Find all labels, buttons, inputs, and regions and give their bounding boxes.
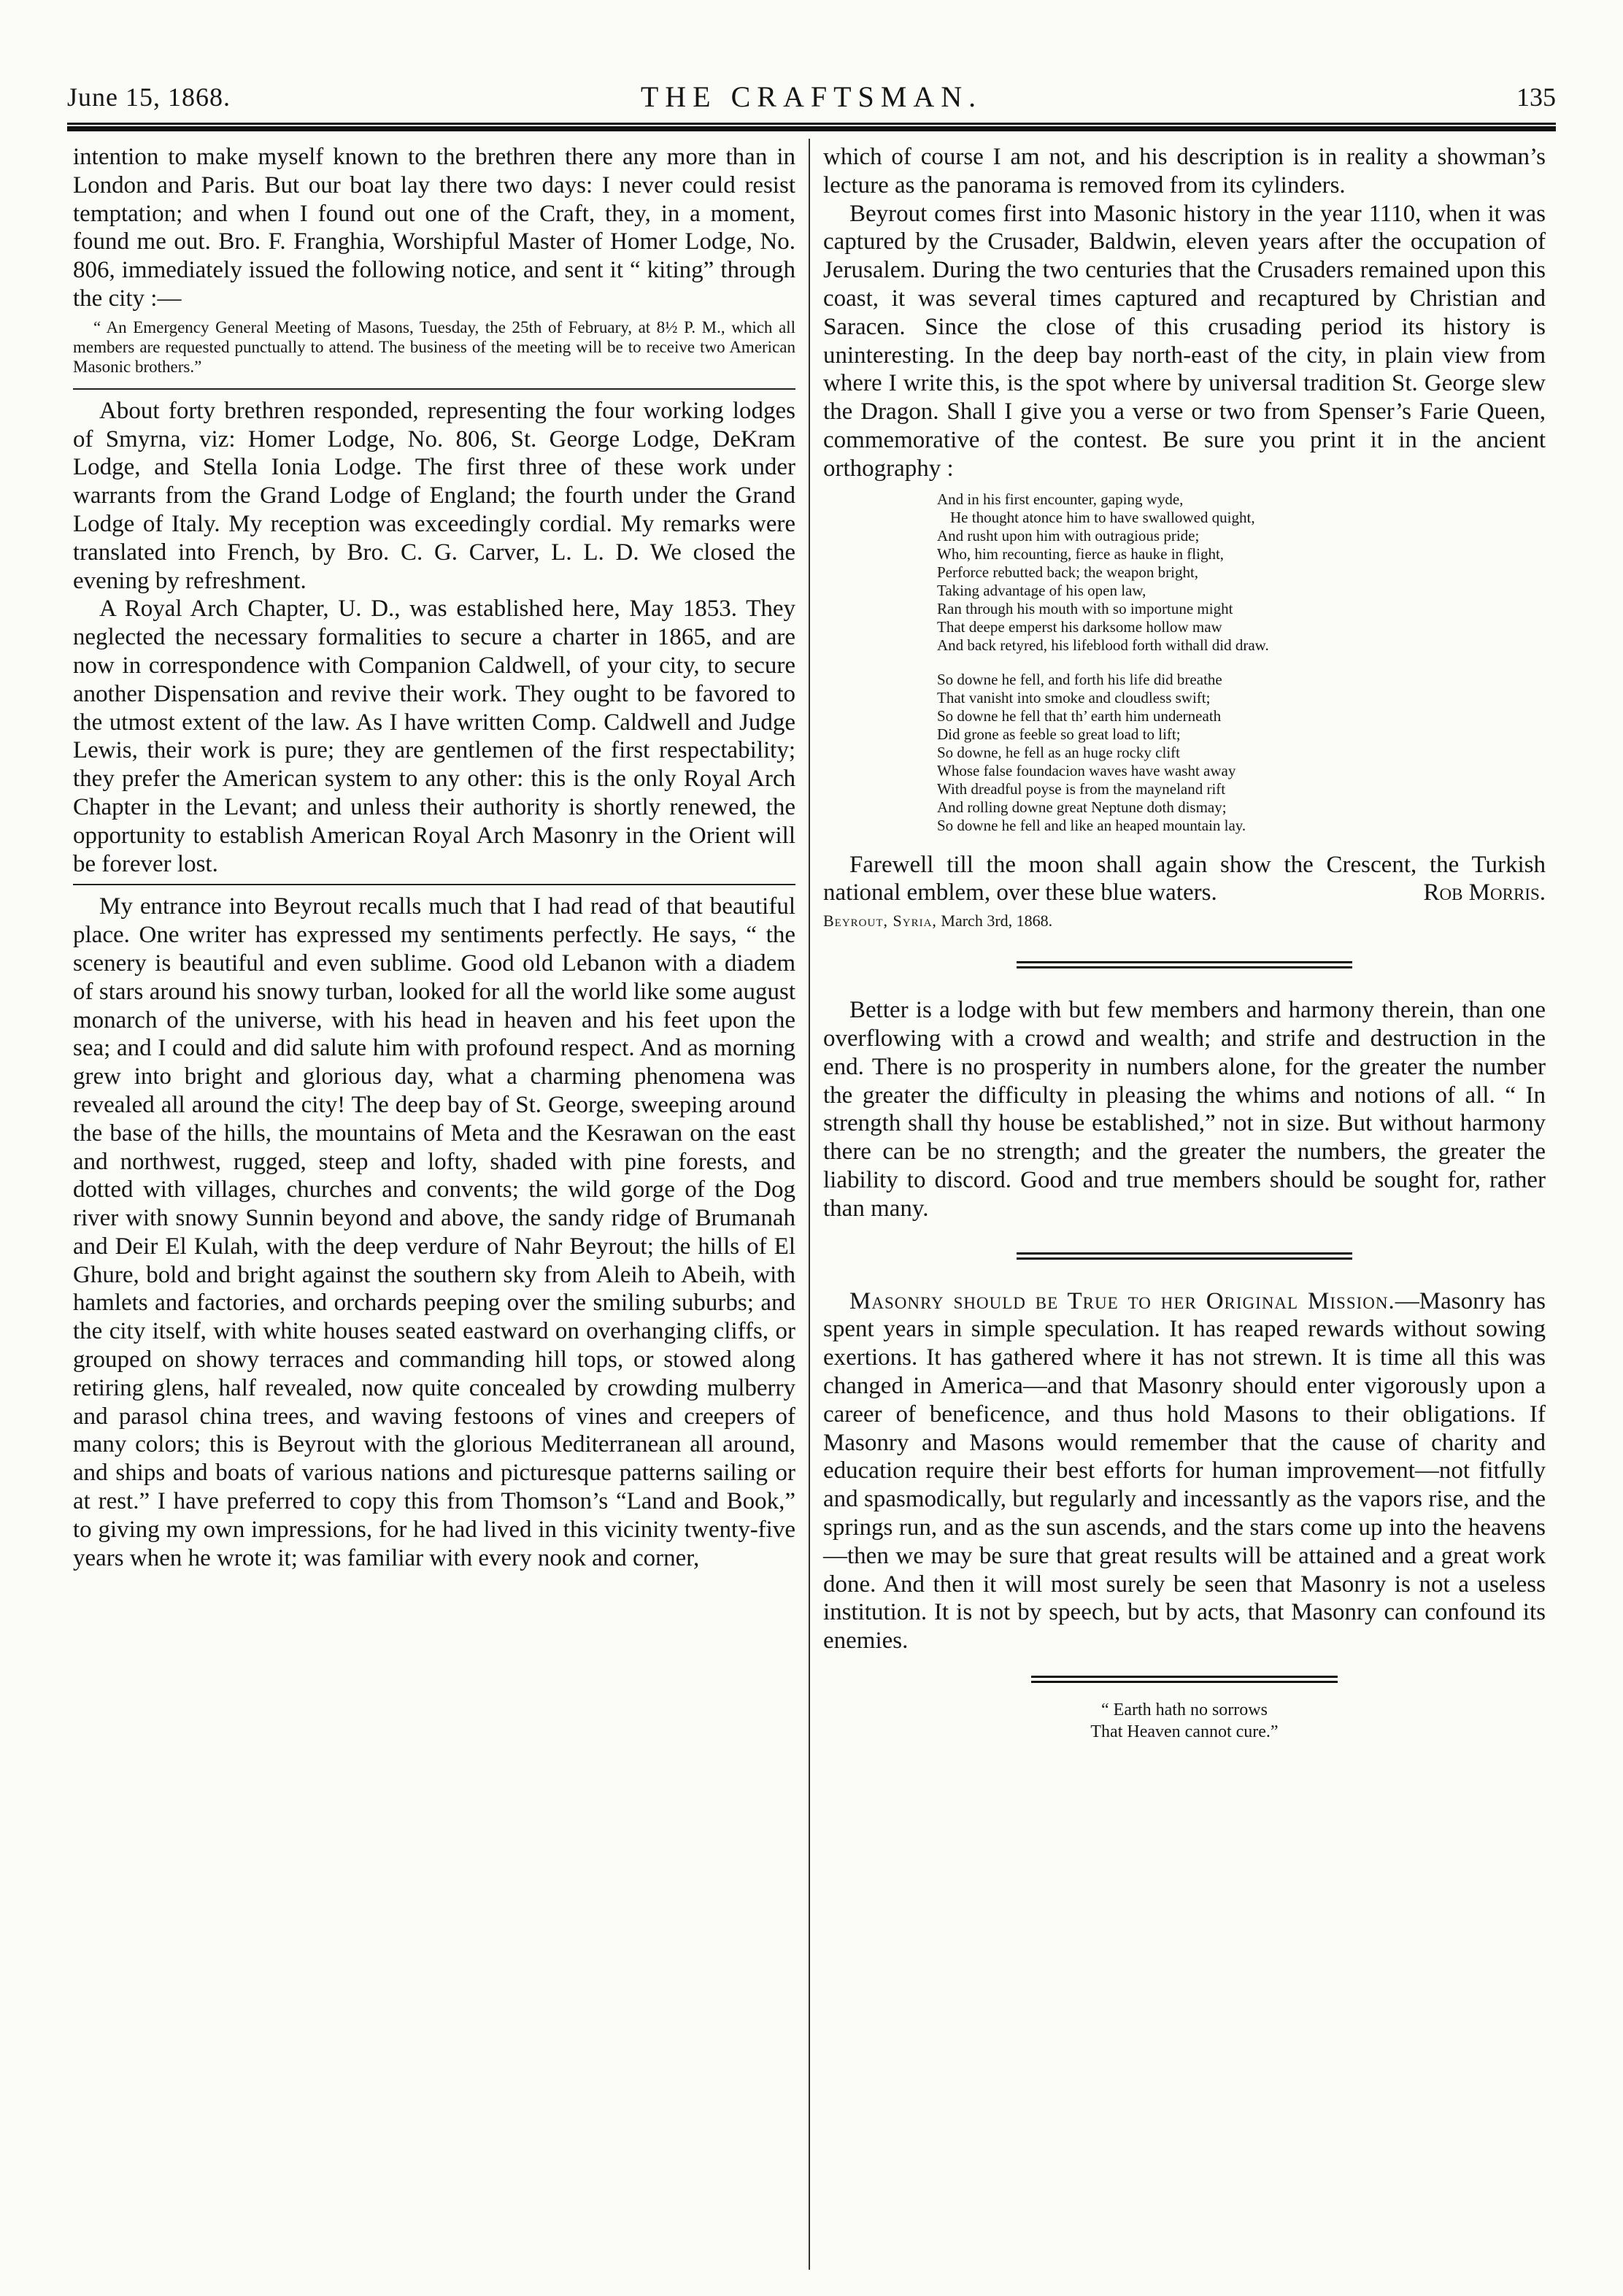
farewell-text: Farewell till the moon shall again show the Crescent, the Turkish national emblem, over these blue waters.: [823, 851, 1546, 906]
poem-line: And rusht upon him with outragious pride;: [937, 526, 1200, 544]
poem-line: And in his first encounter, gaping wyde,: [937, 490, 1184, 508]
paragraph: My entrance into Beyrout recalls much that I had read of that beautiful place. One writer has expressed my sentiments perfectly. He says, “ the scenery is beautiful and even sublime. Good old Lebanon with a diadem of stars around his snowy turban, looked for all the world like some august monarch of the universe, with his head in heaven and his feet upon the sea; and I could and did salute him with profound respect. And as morning grew into bright and glorious day, what a charming phenomena was revealed all around the city! The deep bay of St. George, sweeping around the base of the hills, the mountains of Meta and the Kesrawan on the east and northwest, rugged, steep and lofty, shaded with pine forests, and dotted with villages, churches and convents; the wild gorge of the Dog river with snowy Sunnin beyond and above, the sandy ridge of Brumanah and Deir El Kulah, with the deep verdure of Nahr Beyrout; the hills of El Ghure, bold and bright against the southern sky from Aleih to Abeih, with hamlets and factories, and orchards peeping over the smiling suburbs; and the city itself, with white houses seated eastward on overhanging cliffs, or grouped on showy terraces and commanding hill tops, or stowed along retiring glens, half revealed, now quite concealed by crowding mulberry and parasol china trees, and waving festoons of vines and creepers of many colors; this is Beyrout with the glorious Mediterranean all around, and ships and boats of various nations and picturesque patterns sailing or at rest.” I have preferred to copy this from Thomson’s “Land and Book,” to giving my own impressions, for he had lived in this vicinity twenty-five years when he wrote it; was familiar with every nook and corner,: [73, 893, 795, 1571]
poem-line: And back retyred, his lifeblood forth withall did draw.: [937, 636, 1269, 654]
paragraph: Beyrout comes first into Masonic history in the year 1110, when it was captured by the Crusader, Baldwin, eleven years after the occupation of Jerusalem. During the two centuries that the Crusaders remained upon this coast, it was several times captured and recaptured by Christian and Saracen. Since the close of this crusading period its history is uninteresting. In the deep bay north-east of the city, in plain view from where I write this, is the spot where by universal tradition St. George slew the Dragon. Shall I give you a verse or two from Spenser’s Farie Queen, commemorative of the contest. Be sure you print it in the ancient orthography :: [823, 200, 1546, 482]
poem-stanza: [937, 671, 1404, 835]
article-body: —Masonry has spent years in simple speculation. It has reaped rewards without sowing exertions. It has gathered where it has not strewn. It is time all this was changed in America—and that Masonry should enter vigorously upon a career of beneficence, and thus hold Masons to their obligations. If Masonry and Masons would remember that the cause of charity and education require their best efforts for human improvement—not fitfully and spasmodically, but regularly and incessantly as the vapors rise, and the springs run, and as the sun ascends, and the stars come up into the heavens—then we may be sure that great results will be attained and a great work done. And then it will most surely be seen that Masonry is not a useless institution. It is not by speech, but by acts, that Masonry can confound its enemies.: [823, 1287, 1546, 1654]
section-separator: [1017, 1252, 1352, 1260]
poem-line: And rolling downe great Neptune doth dismay;: [937, 798, 1227, 816]
poem-line: Did grone as feeble so great load to lift;: [937, 725, 1181, 743]
paragraph: A Royal Arch Chapter, U. D., was established here, May 1853. They neglected the necessary formalities to secure a charter in 1865, and are now in correspondence with Companion Caldwell, of your city, to secure another Dispensation and revive their work. They ought to be favored to the utmost extent of the law. As I have written Comp. Caldwell and Judge Lewis, their work is pure; they are gentlemen of the first respectability; they prefer the American system to any other: this is the only Royal Arch Chapter in the Levant; and unless their authority is shortly renewed, the opportunity to establish American Royal Arch Masonry in the Orient will be forever lost.: [73, 596, 795, 877]
article-paragraph: [823, 1287, 1546, 1655]
poem-line: That deepe emperst his darksome hollow maw: [937, 617, 1222, 636]
author-signature: Rob Morris.: [1423, 879, 1546, 906]
poem-line: Whose false foundacion waves have washt away: [937, 761, 1236, 779]
column-divider: [809, 139, 810, 2270]
issue-date: June 15, 1868.: [67, 82, 231, 112]
paragraph: which of course I am not, and his description is in reality a showman’s lecture as the panorama is removed from its cylinders.: [823, 144, 1546, 199]
poem-line: So downe he fell and like an heaped mountain lay.: [937, 816, 1246, 834]
publication-title: THE CRAFTSMAN.: [640, 80, 983, 113]
poem-line: That vanisht into smoke and cloudless swift;: [937, 688, 1211, 706]
dateline-place: Beyrout, Syria,: [823, 912, 937, 931]
quote-line: That Heaven cannot cure.”: [1090, 1722, 1279, 1741]
poem-line: So downe he fell, and forth his life did breathe: [937, 670, 1222, 688]
dateline-date: March 3rd, 1868.: [941, 912, 1053, 931]
section-separator: [1017, 961, 1352, 968]
poem-line: Who, him recounting, fierce as hauke in flight,: [937, 544, 1225, 563]
dateline: [823, 910, 1546, 932]
paragraph: About forty brethren responded, representing the four working lodges of Smyrna, viz: Homer Lodge, No. 806, St. George Lodge, DeKram Lodge, and Stella Ionia Lodge. The first three of these work under warrants from the Grand Lodge of England; the fourth under the Grand Lodge of Italy. My reception was exceedingly cordial. My remarks were translated into French, by Bro. C. G. Carver, L. L. D. We closed the evening by refreshment.: [73, 397, 795, 594]
quote-line: “ Earth hath no sorrows: [1101, 1700, 1268, 1719]
paragraph: Better is a lodge with but few members and harmony therein, than one overflowing with a crowd and wealth; and strife and destruction in the end. There is no prosperity in numbers alone, for the greater the number the greater the difficulty in pleasing the whims and notions of all. “ In strength shall thy house be established,” not in size. But without harmony there can be no strength; and the greater the numbers, the greater the liability to discord. Good and true members should be sought for, rather than many.: [823, 997, 1546, 1222]
section-rule: [73, 388, 795, 390]
right-column: [823, 143, 1546, 1743]
section-separator: [1031, 1676, 1338, 1683]
closing-quote: [823, 1699, 1546, 1743]
page-number: 135: [1516, 82, 1556, 112]
poem-excerpt: [937, 490, 1404, 835]
poem-stanza: [937, 490, 1404, 655]
left-column: [73, 143, 795, 1572]
article-heading: Masonry should be True to her Original Mission.: [849, 1287, 1395, 1314]
poem-line: So downe, he fell as an huge rocky clift: [937, 743, 1180, 761]
poem-line: Perforce rebutted back; the weapon bright,: [937, 563, 1199, 581]
section-rule: [73, 884, 795, 885]
page-header: [67, 79, 1556, 123]
poem-line: So downe he fell that th’ earth him underneath: [937, 706, 1222, 725]
meeting-notice: “ An Emergency General Meeting of Masons, Tuesday, the 25th of February, at 8½ P. M., which all members are requested punctually to attend. The business of the meeting will be to receive two American Masonic brothers.”: [73, 317, 795, 376]
paragraph: intention to make myself known to the brethren there any more than in London and Paris. But our boat lay there two days: I never could resist temptation; and when I found out one of the Craft, they, in a moment, found me out. Bro. F. Franghia, Worshipful Master of Homer Lodge, No. 806, immediately issued the following notice, and sent it “ kiting” through the city :—: [73, 144, 795, 312]
poem-line: Ran through his mouth with so importune might: [937, 599, 1233, 617]
header-rule: [67, 123, 1556, 131]
poem-line: Taking advantage of his open law,: [937, 581, 1146, 599]
poem-line: With dreadful poyse is from the mayneland rift: [937, 779, 1226, 798]
poem-line: He thought atonce him to have swallowed quight,: [950, 508, 1255, 526]
farewell-paragraph: [823, 851, 1546, 908]
